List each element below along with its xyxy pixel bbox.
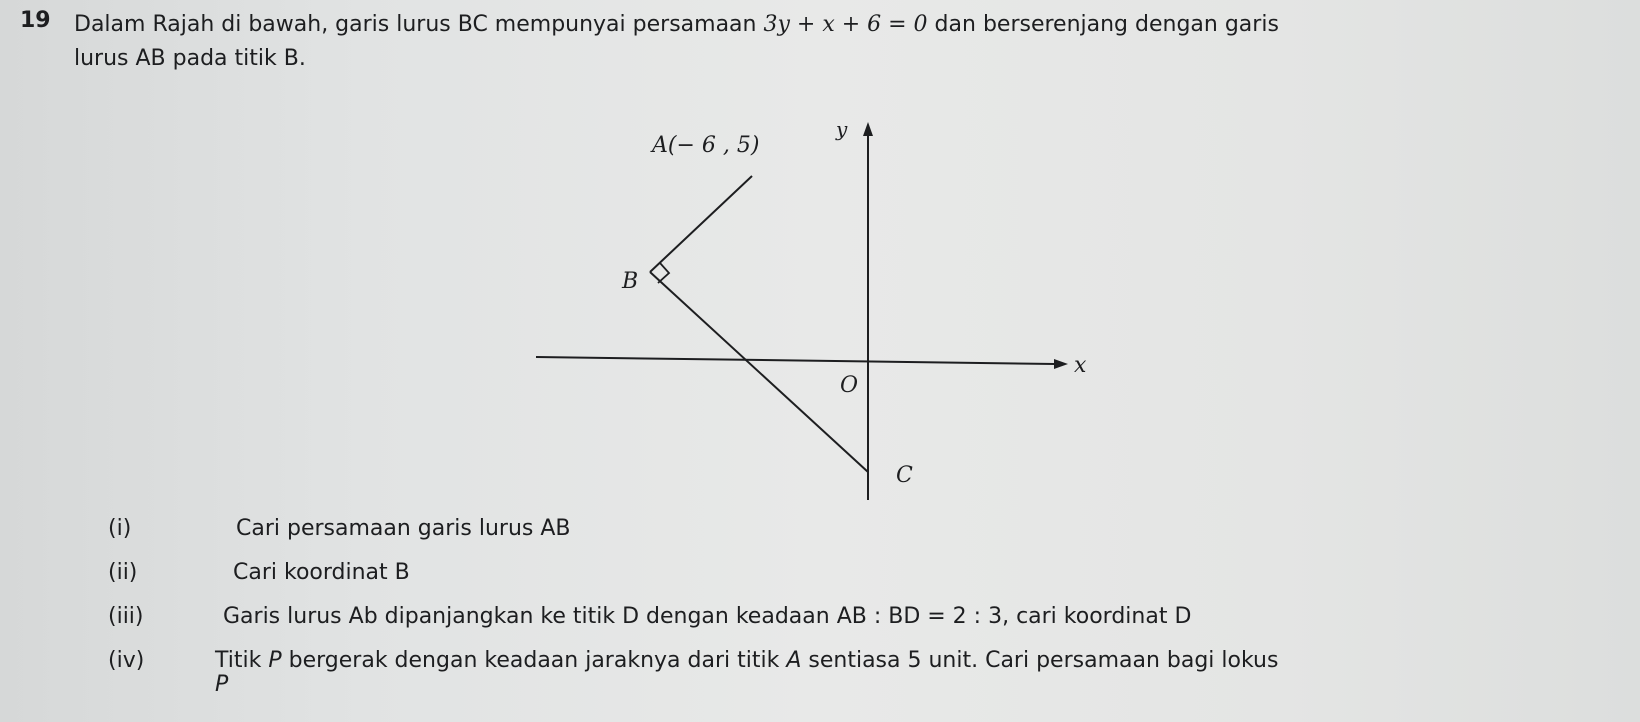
part-iii-text: [223, 604, 1191, 629]
line-AB: [650, 176, 752, 272]
stem-equation: 3y + x + 6 = 0: [763, 12, 928, 37]
part-ii-number: (ii): [108, 560, 138, 585]
y-axis-arrowhead: [863, 122, 873, 136]
part-iv-text-middle: bergerak dengan keadaan jaraknya dari titik: [281, 648, 787, 673]
label-point-C: C: [896, 463, 913, 488]
part-ii-text: Cari koordinat B: [233, 560, 410, 585]
part-iv-text-start: Titik: [215, 648, 269, 673]
stem-text-start: Dalam Rajah di bawah, garis lurus BC mempunyai persamaan: [74, 12, 764, 37]
part-i-text: Cari persamaan garis lurus AB: [236, 516, 571, 541]
part-iv-text-end: sentiasa 5 unit. Cari persamaan bagi lokus: [801, 648, 1279, 673]
label-point-A: A(− 6 , 5): [652, 133, 760, 158]
part-iv-continuation: P: [215, 672, 229, 697]
label-x-axis: x: [1074, 353, 1087, 378]
line-BC: [650, 272, 868, 472]
label-point-B: B: [622, 269, 639, 294]
x-axis-arrowhead: [1054, 359, 1068, 369]
question-stem-line-2: lurus AB pada titik B.: [74, 46, 306, 71]
part-i-number: (i): [108, 516, 132, 541]
stem-text-end: dan berserenjang dengan garis: [927, 12, 1279, 37]
label-origin-O: O: [840, 373, 859, 398]
question-number: 19: [20, 8, 51, 33]
part-iii-ratio: AB : BD = 2 : 3: [836, 604, 1003, 629]
part-iii-number: (iii): [108, 604, 144, 629]
part-iv-variable-P: P: [268, 648, 282, 673]
part-iii-text-start: Garis lurus Ab dipanjangkan ke titik D dengan keadaan: [223, 604, 837, 629]
x-axis: [536, 357, 1055, 364]
part-iv-number: (iv): [108, 648, 145, 673]
part-iii-text-end: , cari koordinat D: [1002, 604, 1192, 629]
part-iv-variable-A: A: [786, 648, 802, 673]
part-iv-text: [215, 648, 1278, 673]
label-y-axis: y: [836, 117, 848, 141]
